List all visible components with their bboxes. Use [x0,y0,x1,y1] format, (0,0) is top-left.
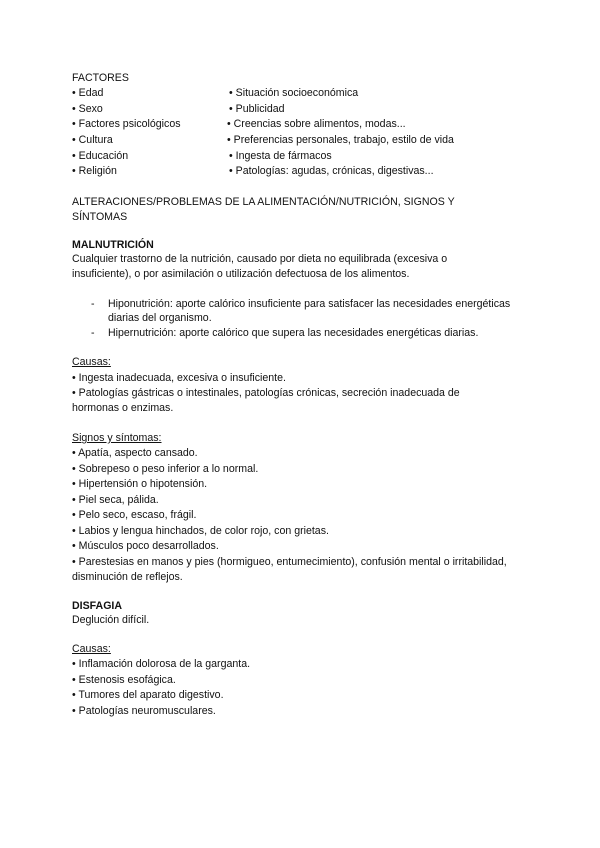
hiponutricion-text: diarias del organismo. [108,312,212,324]
list-item: • Sobrepeso o peso inferior a lo normal. [72,463,259,475]
list-item: • Piel seca, pálida. [72,494,159,506]
list-item: • Parestesias en manos y pies (hormigueo, entumecimiento), confusión mental o irritabilidad, [72,556,507,568]
list-item: hormonas o enzimas. [72,402,174,414]
dash-bullet: - [91,298,95,310]
factores-title: FACTORES [72,72,129,84]
factor-item: • Cultura [72,134,113,146]
factor-item: • Situación socioeconómica [229,87,359,99]
factor-item: • Educación [72,150,129,162]
list-item: • Estenosis esofágica. [72,674,176,686]
list-item: • Pelo seco, escaso, frágil. [72,509,197,521]
definition-text: Deglución difícil. [72,614,150,626]
factor-item: • Factores psicológicos [72,118,181,130]
factor-item: • Creencias sobre alimentos, modas... [227,118,406,130]
causas-label: Causas: [72,356,111,368]
factor-item: • Sexo [72,103,103,115]
hipernutricion-text: Hipernutrición: aporte calórico que supera las necesidades energéticas diarias. [108,327,479,339]
list-item: • Tumores del aparato digestivo. [72,689,224,701]
list-item: disminución de reflejos. [72,571,183,583]
malnutricion-heading: MALNUTRICIÓN [72,239,154,251]
list-item: • Hipertensión o hipotensión. [72,478,208,490]
disfagia-heading: DISFAGIA [72,600,123,612]
list-item: • Ingesta inadecuada, excesiva o insuficiente. [72,372,286,384]
dash-bullet: - [91,327,95,339]
list-item: • Inflamación dolorosa de la garganta. [72,658,251,670]
list-item: • Músculos poco desarrollados. [72,540,219,552]
factor-item: • Religión [72,165,117,177]
list-item: • Patologías neuromusculares. [72,705,216,717]
section-title: SÍNTOMAS [72,211,128,223]
signos-label: Signos y síntomas: [72,432,162,444]
list-item: • Apatía, aspecto cansado. [72,447,198,459]
factor-item: • Publicidad [229,103,285,115]
causas-label: Causas: [72,643,111,655]
list-item: • Labios y lengua hinchados, de color rojo, con grietas. [72,525,329,537]
factor-item: • Patologías: agudas, crónicas, digestivas... [229,165,434,177]
factor-item: • Preferencias personales, trabajo, estilo de vida [227,134,454,146]
definition-text: Cualquier trastorno de la nutrición, causado por dieta no equilibrada (excesiva o [72,253,448,265]
section-title: ALTERACIONES/PROBLEMAS DE LA ALIMENTACIÓN/NUTRICIÓN, SIGNOS Y [72,196,455,208]
factor-item: • Ingesta de fármacos [229,150,332,162]
definition-text: insuficiente), o por asimilación o utilización defectuosa de los alimentos. [72,268,410,280]
hiponutricion-text: Hiponutrición: aporte calórico insuficiente para satisfacer las necesidades energéticas [108,298,511,310]
factor-item: • Edad [72,87,104,99]
list-item: • Patologías gástricas o intestinales, patologías crónicas, secreción inadecuada de [72,387,460,399]
